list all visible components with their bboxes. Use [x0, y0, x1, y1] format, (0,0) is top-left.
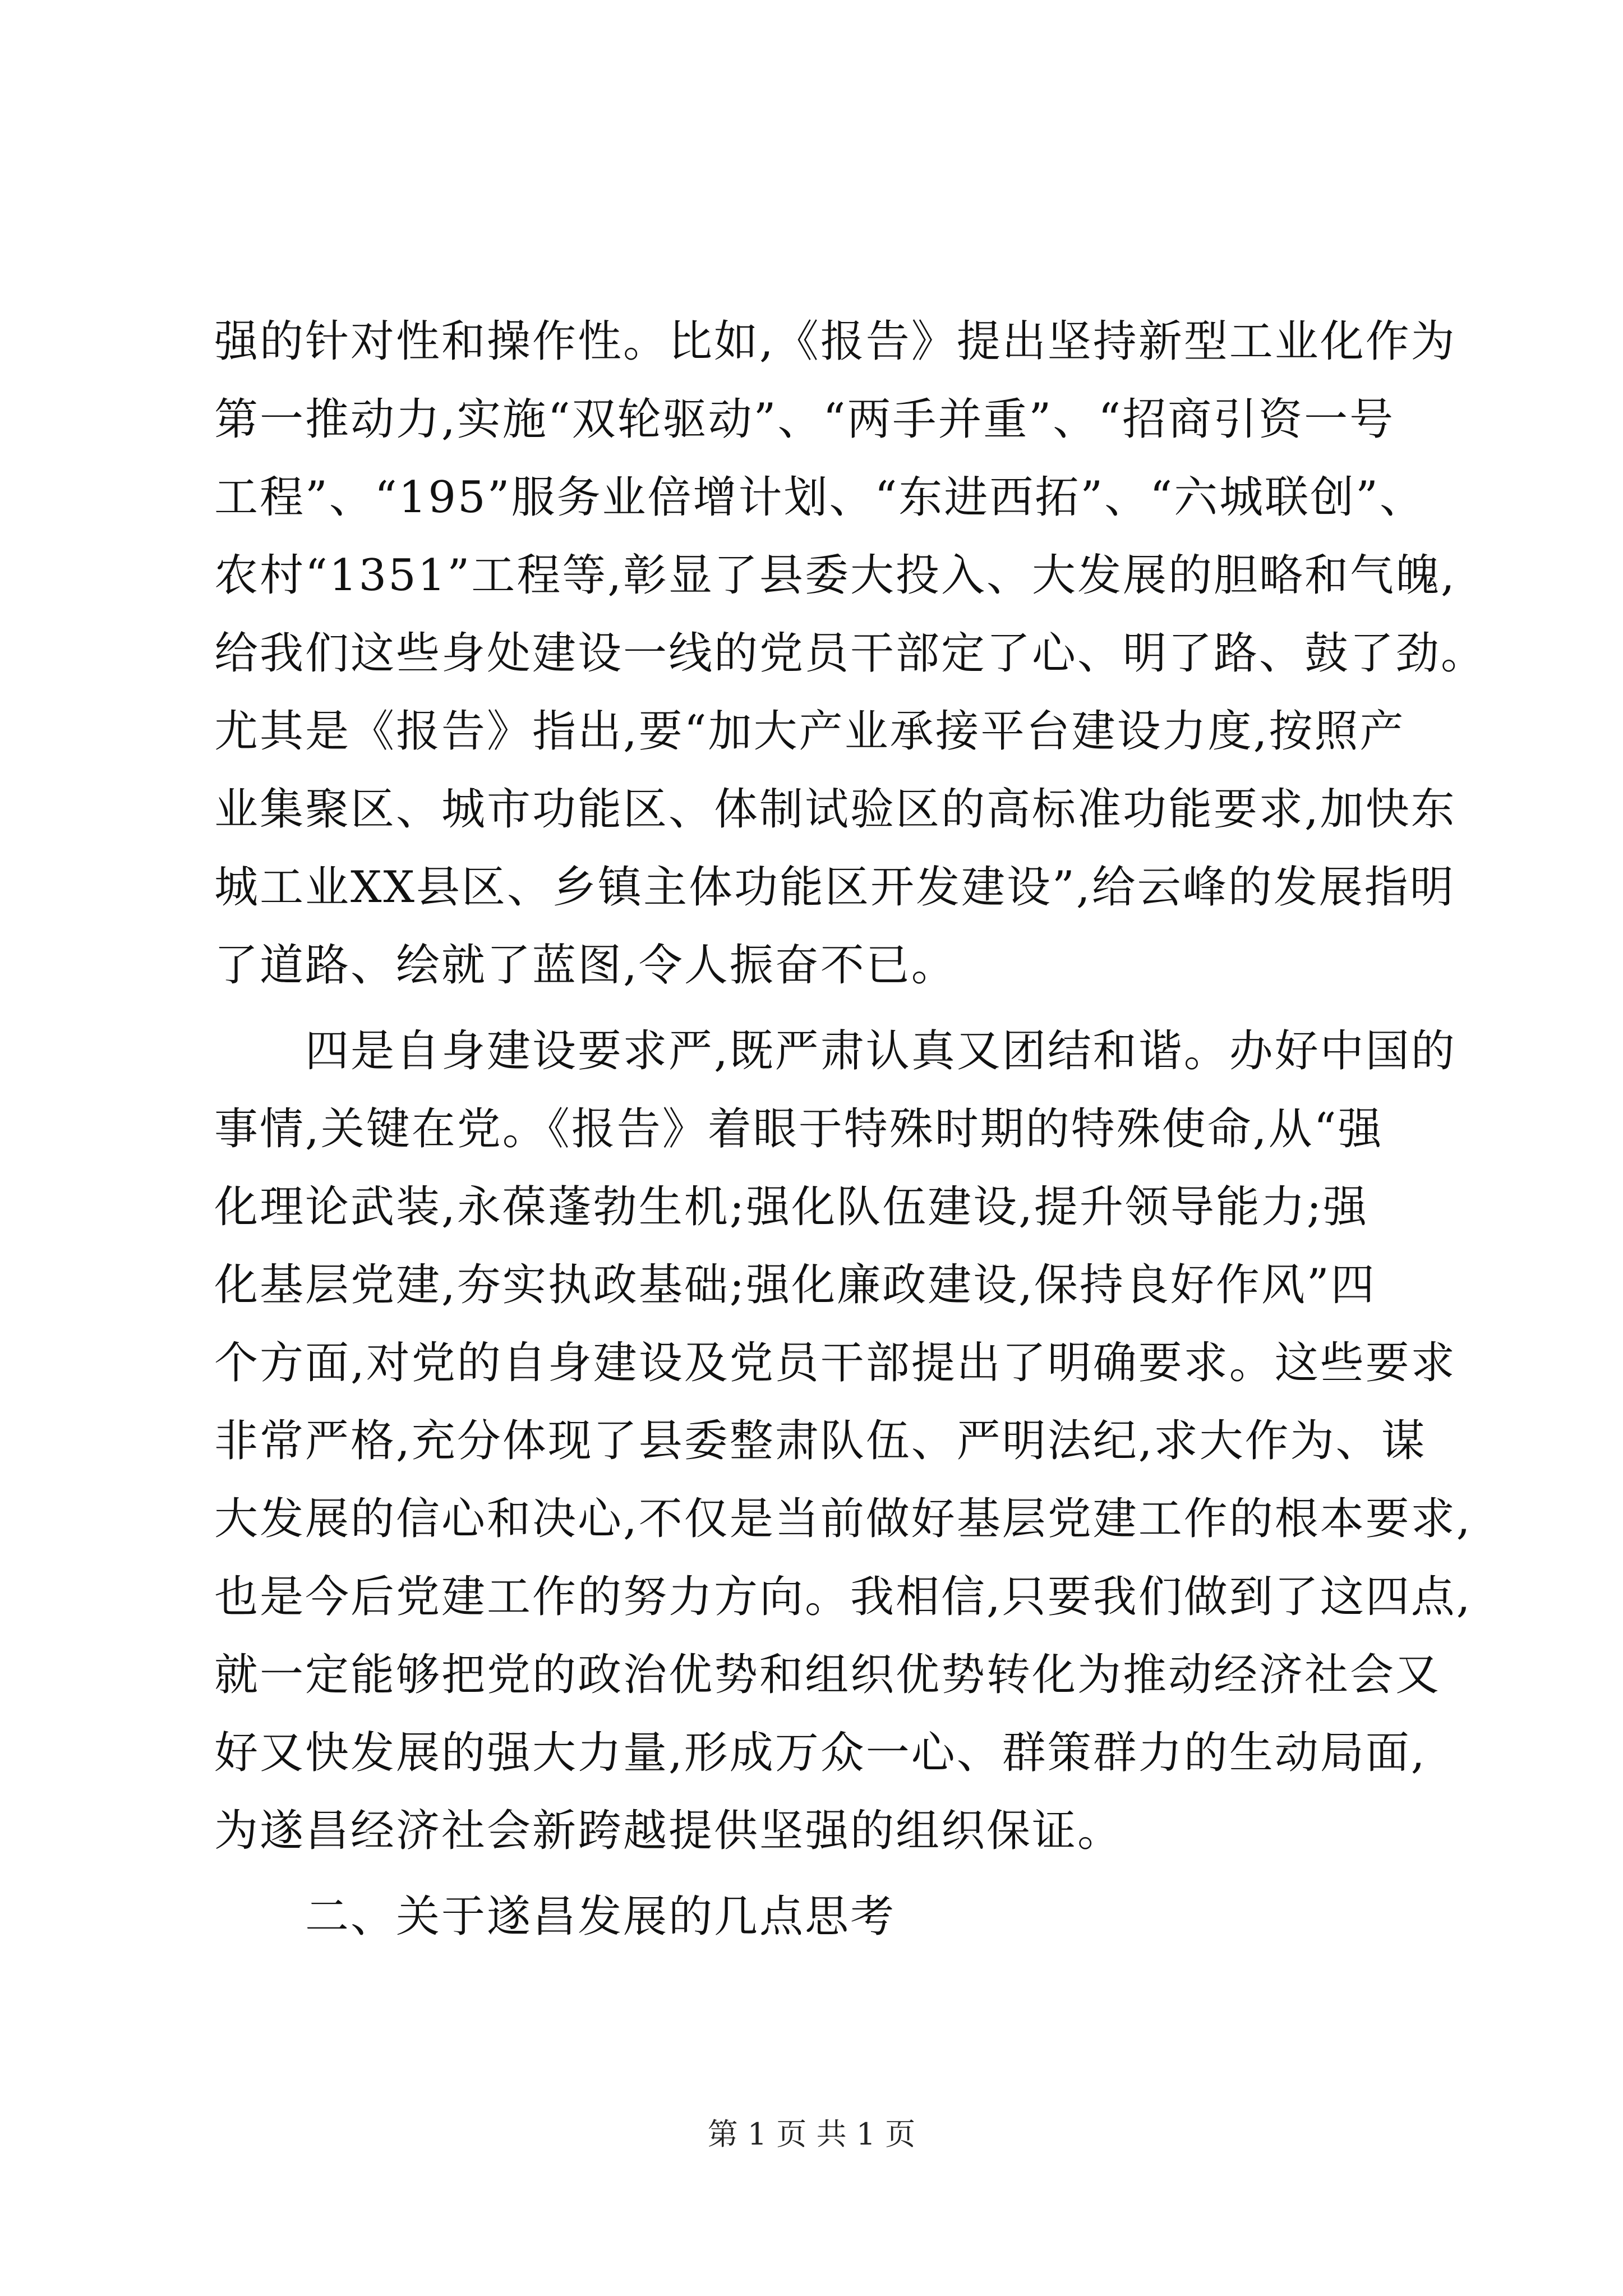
text-line: 化理论武装,永葆蓬勃生机;强化队伍建设,提升领导能力;强: [214, 1182, 1369, 1232]
text-line: 好又快发展的强大力量,形成万众一心、群策群力的生动局面,: [214, 1728, 1427, 1778]
text-line: 城工业XX县区、乡镇主体功能区开发建设”,给云峰的发展指明: [214, 862, 1455, 913]
text-line: 化基层党建,夯实执政基础;强化廉政建设,保持良好作风”四: [214, 1260, 1376, 1310]
paragraph-gap: [214, 1005, 1423, 1013]
text-line: 就一定能够把党的政治优势和组织优势转化为推动经济社会又: [214, 1650, 1441, 1700]
text-line: 大发展的信心和决心,不仅是当前做好基层党建工作的根本要求,: [214, 1494, 1472, 1544]
text-line: 事情,关键在党。《报告》着眼于特殊时期的特殊使命,从“强: [214, 1104, 1384, 1154]
text-line: 工程”、“195”服务业倍增计划、“东进西拓”、“六城联创”、: [214, 472, 1426, 523]
paragraph-gap: [214, 1870, 1423, 1878]
text-line: 个方面,对党的自身建设及党员干部提出了明确要求。这些要求: [214, 1338, 1456, 1388]
text-line: 尤其是《报告》指出,要“加大产业承接平台建设力度,按照产: [214, 706, 1405, 757]
paragraph-2: [214, 1013, 1472, 1870]
text-line: 农村“1351”工程等,彰显了县委大投入、大发展的胆略和气魄,: [214, 550, 1456, 601]
text-line: 强的针对性和操作性。比如,《报告》提出坚持新型工业化作为: [214, 316, 1456, 367]
text-line: 也是今后党建工作的努力方向。我相信,只要我们做到了这四点,: [214, 1572, 1472, 1622]
text-line: 给我们这些身处建设一线的党员干部定了心、明了路、鼓了劲。: [214, 628, 1487, 679]
document-body: [214, 303, 1487, 1956]
text-line: 非常严格,充分体现了县委整肃队伍、严明法纪,求大作为、谋: [214, 1416, 1427, 1466]
paragraph-1: [214, 303, 1487, 1005]
text-line: 四是自身建设要求严,既严肃认真又团结和谐。办好中国的: [214, 1026, 1456, 1076]
text-line: 第一推动力,实施“双轮驱动”、“两手并重”、“招商引资一号: [214, 394, 1395, 445]
section-heading: 二、关于遂昌发展的几点思考: [214, 1892, 896, 1942]
text-line: 业集聚区、城市功能区、体制试验区的高标准功能要求,加快东: [214, 784, 1456, 835]
text-line: 为遂昌经济社会新跨越提供坚强的组织保证。: [214, 1806, 1123, 1856]
page-footer: 第 1 页 共 1 页: [707, 2116, 916, 2152]
text-line: 了道路、绘就了蓝图,令人振奋不已。: [214, 940, 957, 991]
